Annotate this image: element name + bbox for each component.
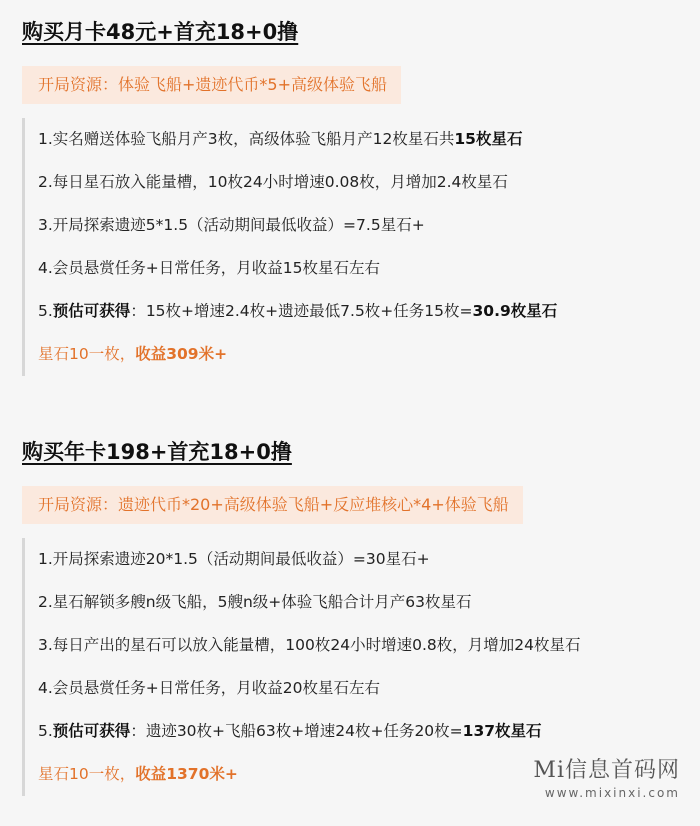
site-watermark [533, 753, 680, 800]
monthly-resource-banner: 开局资源：体验飞船+遗迹代币*5+高级体验飞船 [22, 66, 401, 104]
watermark-name: Mi信息首码网 [533, 758, 680, 783]
monthly-line-2: 2.每日星石放入能量槽，10枚24小时增速0.08枚，月增加2.4枚星石 [38, 173, 508, 191]
monthly-summary: 星石10一枚，收益309米+ [38, 345, 228, 363]
yearly-resource-banner: 开局资源：遗迹代币*20+高级体验飞船+反应堆核心*4+体验飞船 [22, 486, 523, 524]
monthly-details [22, 118, 681, 376]
yearly-line-4: 4.会员悬赏任务+日常任务，月收益20枚星石左右 [38, 679, 381, 697]
watermark-url: www.mixinxi.com [544, 786, 680, 800]
monthly-line-1: 1.实名赠送体验飞船月产3枚，高级体验飞船月产12枚星石共15枚星石 [38, 130, 523, 148]
yearly-title: 购买年卡198+首充18+0撸 [22, 440, 292, 464]
monthly-line-5: 5.预估可获得：15枚+增速2.4枚+遗迹最低7.5枚+任务15枚=30.9枚星石 [38, 302, 558, 320]
monthly-line-3: 3.开局探索遗迹5*1.5（活动期间最低收益）=7.5星石+ [38, 216, 425, 234]
yearly-line-3: 3.每日产出的星石可以放入能量槽，100枚24小时增速0.8枚，月增加24枚星石 [38, 636, 581, 654]
monthly-line-4: 4.会员悬赏任务+日常任务，月收益15枚星石左右 [38, 259, 381, 277]
yearly-summary: 星石10一枚，收益1370米+ [38, 765, 238, 783]
monthly-title: 购买月卡48元+首充18+0撸 [22, 20, 299, 44]
yearly-line-1: 1.开局探索遗迹20*1.5（活动期间最低收益）=30星石+ [38, 550, 430, 568]
yearly-line-2: 2.星石解锁多艘n级飞船，5艘n级+体验飞船合计月产63枚星石 [38, 593, 472, 611]
yearly-line-5: 5.预估可获得：遗迹30枚+飞船63枚+增速24枚+任务20枚=137枚星石 [38, 722, 542, 740]
